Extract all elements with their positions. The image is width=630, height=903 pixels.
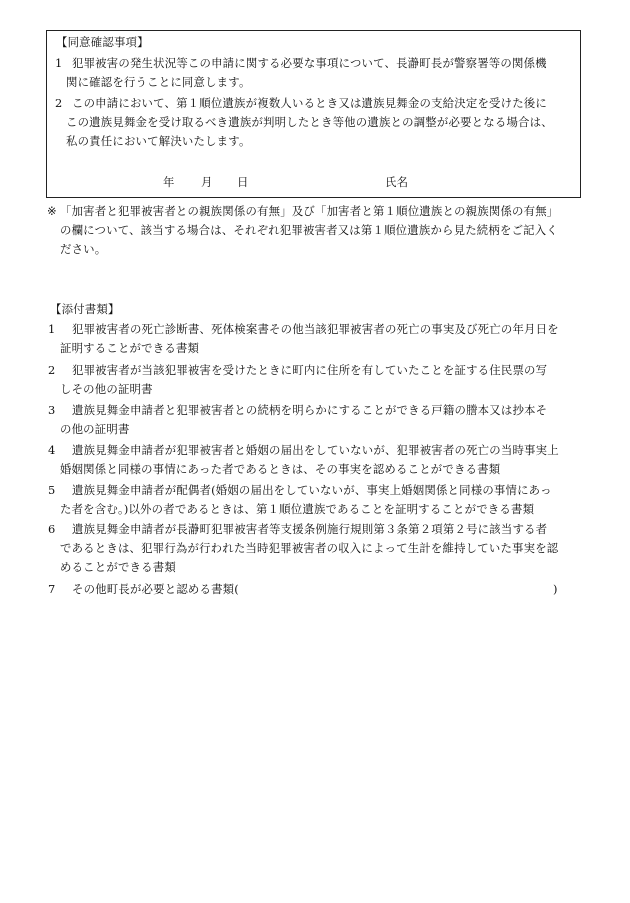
attachment-item-3-line-2: の他の証明書 <box>60 422 130 436</box>
attachment-item-4-line-1: 遺族見舞金申請者が犯罪被害者と婚姻の届出をしていないが、犯罪被害者の死亡の当時事実上 <box>72 443 559 457</box>
attachment-item-7-close-paren: ) <box>553 582 558 596</box>
attachment-item-2-number: 2 <box>48 363 56 377</box>
attachment-item-1-line-2: 証明することができる書類 <box>60 341 200 355</box>
consent-item-2-number: 2 <box>55 96 63 110</box>
attachment-item-5-number: 5 <box>48 483 56 497</box>
note-line-2: の欄について、該当する場合は、それぞれ犯罪被害者又は第１順位遺族から見た続柄をご記入く <box>60 223 558 237</box>
note-line-3: ださい。 <box>60 242 107 256</box>
attachment-item-2-line-2: しその他の証明書 <box>60 382 153 396</box>
attachment-item-5-line-2: た者を含む。)以外の者であるときは、第１順位遺族であることを証明することができる書類 <box>60 502 535 516</box>
attachment-item-1-number: 1 <box>48 322 56 336</box>
attachment-item-1-line-1: 犯罪被害者の死亡診断書、死体検案書その他当該犯罪被害者の死亡の事実及び死亡の年月日を <box>72 322 559 336</box>
attachment-item-3-line-1: 遺族見舞金申請者と犯罪被害者との続柄を明らかにすることができる戸籍の謄本又は抄本そ <box>72 403 548 417</box>
consent-item-2-line-3: 私の責任において解決いたします。 <box>66 134 251 148</box>
note-mark: ※ <box>47 204 57 218</box>
attachments-title: 【添付書類】 <box>50 302 120 316</box>
attachment-item-6-line-3: めることができる書類 <box>60 560 176 574</box>
consent-item-1-line-2: 関に確認を行うことに同意します。 <box>66 75 251 89</box>
name-label: 氏名 <box>385 175 409 189</box>
consent-item-2-line-2: この遺族見舞金を受け取るべき遺族が判明したとき等他の遺族との調整が必要となる場合は、 <box>66 115 553 129</box>
attachment-item-5-line-1: 遺族見舞金申請者が配偶者(婚姻の届出をしていないが、事実上婚姻関係と同様の事情にあっ <box>72 483 552 497</box>
date-year-label: 年 <box>163 175 175 189</box>
attachment-item-6-number: 6 <box>48 522 56 536</box>
attachment-item-7-line-1: その他町長が必要と認める書類( <box>72 582 239 596</box>
attachment-item-2-line-1: 犯罪被害者が当該犯罪被害を受けたときに町内に住所を有していたことを証する住民票の写 <box>72 363 548 377</box>
consent-item-2-line-1: この申請において、第１順位遺族が複数人いるとき又は遺族見舞金の支給決定を受けた後に <box>72 96 547 110</box>
note-line-1: 「加害者と犯罪被害者との親族関係の有無」及び「加害者と第１順位遺族との親族関係の有無」 <box>60 204 559 218</box>
attachment-item-7-number: 7 <box>48 582 56 596</box>
consent-title: 【同意確認事項】 <box>56 35 149 49</box>
date-month-label: 月 <box>201 175 213 189</box>
attachment-item-4-line-2: 婚姻関係と同様の事情にあった者であるときは、その事実を認めることができる書類 <box>60 462 501 476</box>
attachment-item-3-number: 3 <box>48 403 56 417</box>
consent-item-1-number: 1 <box>55 56 63 70</box>
date-day-label: 日 <box>237 175 249 189</box>
attachment-item-4-number: 4 <box>48 443 56 457</box>
consent-item-1-line-1: 犯罪被害の発生状況等この申請に関する必要な事項について、長瀞町長が警察署等の関係機 <box>72 56 547 70</box>
attachment-item-6-line-1: 遺族見舞金申請者が長瀞町犯罪被害者等支援条例施行規則第３条第２項第２号に該当する者 <box>72 522 548 536</box>
attachment-item-6-line-2: であるときは、犯罪行為が行われた当時犯罪被害者の収入によって生計を維持していた事実を認 <box>60 541 559 555</box>
